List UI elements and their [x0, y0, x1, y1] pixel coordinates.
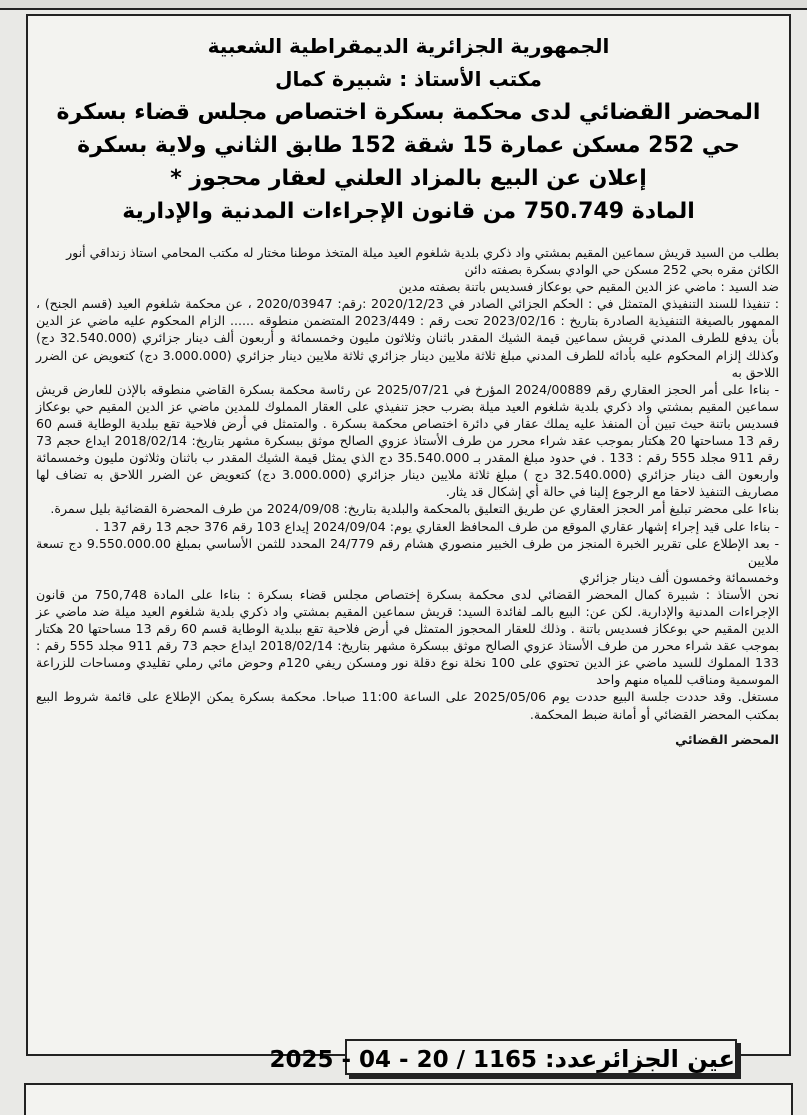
legal-article: المادة 750.749 من قانون الإجراءات المدنية والإدارية [122, 199, 695, 224]
signature: المحضر القضائي [675, 731, 779, 747]
paragraph-expert-report: - بعد الإطلاع على تقرير الخبرة المنجز من طرف الخبير منصوري هشام رقم 24/779 المحدد للثمن الأساسي بمبلغ 9.550.000.00 دج تسعة ملايين [36, 535, 780, 568]
paragraph-claimant: بطلب من السيد قريش سماعين المقيم بمشتي واد ذكري بلدية شلغوم العيد ميلة المتخذ موطنا مختار له مكتب المحامي استاذ زنداقي أنور [66, 245, 779, 260]
publication-reference: 2025 - 04 - 20 / 1165 [269, 1047, 538, 1073]
paragraph-bailiff-statement: نحن الأستاذ : شبيرة كمال المحضر القضائي لدى محكمة بسكرة إختصاص مجلس قضاء بسكرة : بناءا على المادة 750,748 من قانون الإجراءات المدنية والإدارية. لكن عن: البيع بالمـ لفائدة السيد: قريش سماعين المقيم بمشتي واد ذكري بلدية شلغوم العيد ميلة ضد ماضي عز الدين المقيم حي بوعكاز فسديس باتنة . وذلك للعقار المحجوز المتمثل في أرض فلاحية تقع ببلدية الوطاية قسم 60 رقم 13 مساحتها 20 هكتار بموجب عقد شراء محرر من طرف الأستاذ عزوي الصالح موثق ببسكرة مشهر بتاريخ: 2018/02/14 ايداع حجم 73 رقم 911 مجلد 555 رقم : 133 المملوك للسيد ماضي عز الدين تحتوي على 100 نخلة نوع دقلة نور ومسكن ريفي 120م وحوض مائي رملي تقليدي ومساحات للزراعة الموسمية ومناقب للمياه منهم واحد [36, 586, 780, 688]
office-name: مكتب الأستاذ : شبيرة كمال [275, 67, 542, 91]
paragraph-sale-date: مستغل. وقد حددت جلسة البيع حددت يوم 2025/05/06 على الساعة 11:00 صباحا. محكمة بسكرة يمكن الإطلاع على قائمة شروط البيع بمكتب المحضر القضائي أو أمانة ضبط المحكمة. [36, 689, 779, 722]
paragraph-amount-words: وخمسمائة وخمسون ألف دينار جزائري [579, 569, 779, 585]
next-notice-edge [24, 1083, 793, 1115]
bailiff-court: المحضر القضائي لدى محكمة بسكرة اختصاص مجلس قضاء بسكرة [56, 100, 761, 125]
notice-header [28, 30, 789, 228]
publication-stamp [269, 1039, 737, 1075]
paragraph-seizure-order: - بناءا على أمر الحجز العقاري رقم 2024/00889 المؤرخ في 2025/07/21 عن رئاسة محكمة بسكرة القاضي منطوقه بالإذن للعارض قريش سماعين المقيم بمشتي واد ذكري بلدية شلغوم العيد ميلة بضرب حجز تنفيذي على العقار المملوك للمدين ماضي عز الدين المقيم حي بوعكاز فسديس باتنة حيث تبين أن المنفذ عليه يملك عقار في دائرة اختصاص محكمة بسكرة . والمتمثل في أرض فلاحية تقع ببلدية الوطاية قسم 60 رقم 13 مساحتها 20 هكتار بموجب عقد شراء محرر من طرف الأستاذ عزوي الصالح موثق ببسكرة مشهر بتاريخ: 2018/02/14 ايداع حجم 73 رقم 911 مجلد 555 رقم : 133 . في حدود مبلغ المقدر بـ 35.540.000 دج الذي يمثل قيمة الشيك المقدر ب باثنان وثلاثون مليون وخمسمائة واربعون الف دينار جزائري (32.540.000 دج ) مبلغ ثلاثة ملايين دينار جزائري (3.000.000 دج) كتعويض عن الضرر اللاحق به تضاف لها مصاريف التنفيذ لاحقا مع الرجوع إلينا في حالة أي إشكال قد يثار. [36, 381, 779, 500]
office-address: حي 252 مسكن عمارة 15 شقة 152 طابق الثاني ولاية بسكرة [77, 133, 740, 158]
paragraph-notification: بناءا على محضر تبليغ أمر الحجز العقاري عن طريق التعليق بالمحكمة والبلدية بتاريخ: 2024/09/08 من طرف المحضرة القضائية بليل سمرة. [50, 501, 779, 517]
publication-name: عين الجزائرعدد: [545, 1045, 735, 1073]
paragraph-registration: - بناءا على قيد إجراء إشهار عقاري الموقع من طرف المحافظ العقاري يوم: 2024/09/04 إيداع 103 رقم 376 حجم 13 رقم 137 . [95, 518, 779, 534]
paragraph-executive-title: : تنفيذا للسند التنفيذي المتمثل في : الحكم الجزائي الصادر في 2020/12/23 :رقم: 2020/03947 ، عن محكمة شلغوم العيد (قسم الجنح) ، الممهور بالصيغة التنفيذية الصادرة بتاريخ : 2023/02/16 تحت رقم : 2023/449 المتضمن منطوقه ...... الزام المحكوم عليه ماضي عز الدين بأن يدفع للطرف المدني قريش سماعين قيمة الشيك المقدر باثنان وثلاثون مليون وخمسمائة و أربعون ألف دينار جزائري (32.540.000 دج) وكذلك إلزام المحكوم عليه بأدائه للطرف المدني مبلغ ثلاثة ملايين دينار جزائري ثلاثة ملايين دينار جزائري (3.000.000 دج) كتعويض عن الضرر اللاحق به [36, 296, 780, 380]
notice-title: إعلان عن البيع بالمزاد العلني لعقار محجوز * [170, 166, 647, 191]
paragraph-debtor: ضد السيد : ماضي عز الدين المقيم حي بوعكاز فسديس باتنة بصفته مدين [398, 279, 779, 295]
auction-notice [26, 14, 791, 1056]
previous-notice-edge [0, 0, 807, 10]
notice-body [36, 244, 779, 748]
republic-title: الجمهورية الجزائرية الديمقراطية الشعبية [207, 34, 610, 58]
paragraph-claimant-address: الكائن مقره بحي 252 مسكن حي الوادي بسكرة بصفته دائن [464, 262, 779, 278]
